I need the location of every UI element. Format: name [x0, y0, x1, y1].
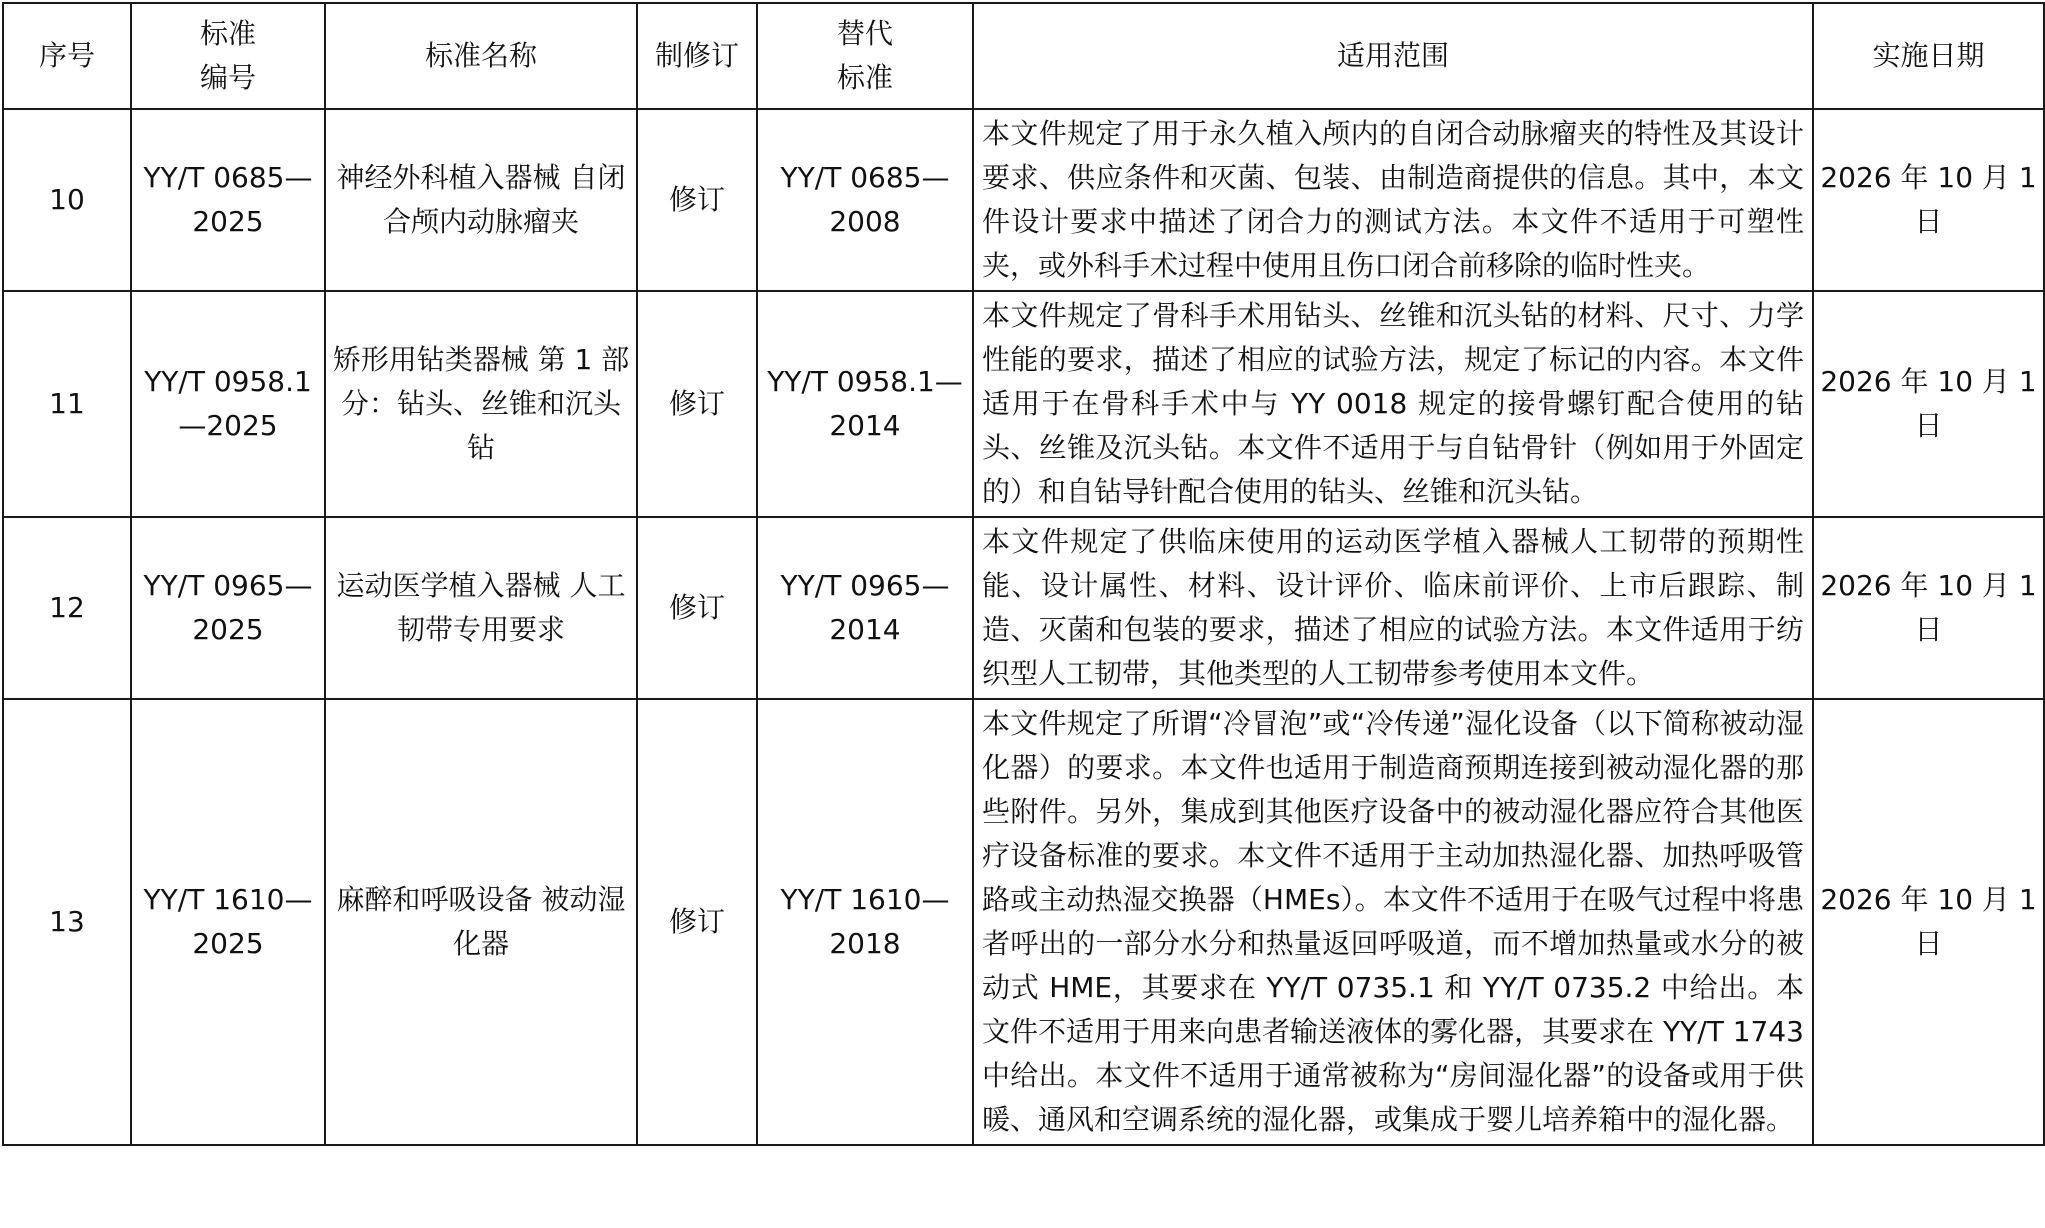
cell-name: 麻醉和呼吸设备 被动湿化器: [325, 699, 637, 1145]
cell-code: YY/T 1610—2025: [131, 699, 325, 1145]
cell-scope: 本文件规定了用于永久植入颅内的自闭合动脉瘤夹的特性及其设计要求、供应条件和灭菌、包装、由制造商提供的信息。其中，本文件设计要求中描述了闭合力的测试方法。本文件不适用于可塑性夹，或外科手术过程中使用且伤口闭合前移除的临时性夹。: [973, 109, 1813, 291]
header-row: [3, 3, 2044, 109]
table-row: [3, 699, 2044, 1145]
cell-date: 2026 年 10 月 1 日: [1813, 699, 2044, 1145]
cell-name: 运动医学植入器械 人工韧带专用要求: [325, 517, 637, 699]
table-row: [3, 109, 2044, 291]
cell-seq: 13: [3, 699, 131, 1145]
table-row: [3, 291, 2044, 517]
header-scope: 适用范围: [973, 3, 1813, 109]
header-date: 实施日期: [1813, 3, 2044, 109]
cell-revision: 修订: [637, 109, 757, 291]
standards-table: [2, 2, 2045, 1146]
cell-revision: 修订: [637, 291, 757, 517]
cell-scope: 本文件规定了所谓“冷冒泡”或“冷传递”湿化设备（以下简称被动湿化器）的要求。本文件也适用于制造商预期连接到被动湿化器的那些附件。另外，集成到其他医疗设备中的被动湿化器应符合其他医疗设备标准的要求。本文件不适用于主动加热湿化器、加热呼吸管路或主动热湿交换器（HMEs）。本文件不适用于在吸气过程中将患者呼出的一部分水分和热量返回呼吸道，而不增加热量或水分的被动式 HME，其要求在 YY/T 0735.1 和 YY/T 0735.2 中给出。本文件不适用于用来向患者输送液体的雾化器，其要求在 YY/T 1743 中给出。本文件不适用于通常被称为“房间湿化器”的设备或用于供暖、通风和空调系统的湿化器，或集成于婴儿培养箱中的湿化器。: [973, 699, 1813, 1145]
cell-date: 2026 年 10 月 1 日: [1813, 517, 2044, 699]
cell-seq: 12: [3, 517, 131, 699]
cell-replaces: YY/T 1610—2018: [757, 699, 973, 1145]
cell-scope: 本文件规定了骨科手术用钻头、丝锥和沉头钻的材料、尺寸、力学性能的要求，描述了相应的试验方法，规定了标记的内容。本文件适用于在骨科手术中与 YY 0018 规定的接骨螺钉配合使用的钻头、丝锥及沉头钻。本文件不适用于与自钻骨针（例如用于外固定的）和自钻导针配合使用的钻头、丝锥和沉头钻。: [973, 291, 1813, 517]
cell-date: 2026 年 10 月 1 日: [1813, 109, 2044, 291]
header-code: 标准 编号: [131, 3, 325, 109]
table-row: [3, 517, 2044, 699]
cell-seq: 11: [3, 291, 131, 517]
cell-scope: 本文件规定了供临床使用的运动医学植入器械人工韧带的预期性能、设计属性、材料、设计评价、临床前评价、上市后跟踪、制造、灭菌和包装的要求，描述了相应的试验方法。本文件适用于纺织型人工韧带，其他类型的人工韧带参考使用本文件。: [973, 517, 1813, 699]
cell-code: YY/T 0685—2025: [131, 109, 325, 291]
header-replaces: 替代 标准: [757, 3, 973, 109]
cell-seq: 10: [3, 109, 131, 291]
cell-code: YY/T 0965—2025: [131, 517, 325, 699]
header-revision: 制修订: [637, 3, 757, 109]
cell-name: 神经外科植入器械 自闭合颅内动脉瘤夹: [325, 109, 637, 291]
cell-replaces: YY/T 0958.1—2014: [757, 291, 973, 517]
cell-replaces: YY/T 0965—2014: [757, 517, 973, 699]
standards-table-container: [2, 2, 2045, 1146]
header-seq: 序号: [3, 3, 131, 109]
cell-replaces: YY/T 0685—2008: [757, 109, 973, 291]
cell-name: 矫形用钻类器械 第 1 部分：钻头、丝锥和沉头钻: [325, 291, 637, 517]
cell-revision: 修订: [637, 517, 757, 699]
cell-revision: 修订: [637, 699, 757, 1145]
cell-date: 2026 年 10 月 1 日: [1813, 291, 2044, 517]
header-name: 标准名称: [325, 3, 637, 109]
cell-code: YY/T 0958.1—2025: [131, 291, 325, 517]
